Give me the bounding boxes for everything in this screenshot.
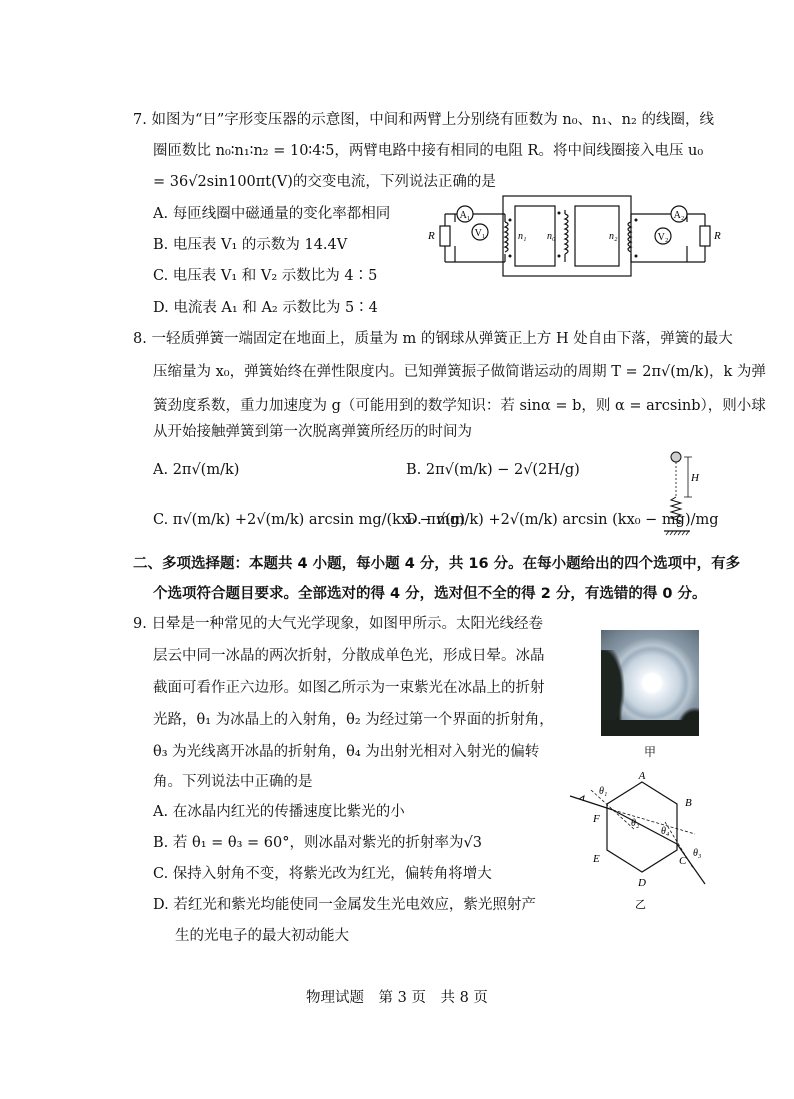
q7-line-2: 圈匝数比 n₀∶n₁∶n₂ = 10∶4∶5，两臂电路中接有相同的电阻 R。将中间线圈接入电压 u₀ — [153, 143, 704, 159]
q8-line-1: 8. 一轻质弹簧一端固定在地面上，质量为 m 的钢球从弹簧正上方 H 处自由下落，弹簧的最大 — [133, 331, 733, 347]
q8-option-b: B. 2π√(m/k) − 2√(2H/g) — [406, 462, 580, 478]
ammeter-a1-label: A₁ — [459, 210, 471, 221]
voltmeter-v2-label: V₂ — [657, 232, 669, 243]
page-footer: 物理试题 第 3 页 共 8 页 — [306, 990, 488, 1006]
coil-n0-label: n₀ — [547, 231, 556, 242]
coil-n1-label: n₁ — [518, 231, 527, 242]
q9-line-4: 光路，θ₁ 为冰晶上的入射角，θ₂ 为经过第一个界面的折射角， — [153, 712, 554, 728]
q9-line-1: 9. 日晕是一种常见的大气光学现象，如图甲所示。太阳光线经卷 — [133, 616, 543, 632]
section-2-line-1: 二、多项选择题：本题共 4 小题，每小题 4 分，共 16 分。在每小题给出的四个选项中，有多 — [133, 556, 741, 572]
q7-option-a: A. 每匝线圈中磁通量的变化率都相同 — [153, 206, 391, 222]
q8-line-4: 从开始接触弹簧到第一次脱离弹簧所经历的时间为 — [153, 424, 472, 440]
q9-line-2: 层云中同一冰晶的两次折射，分散成单色光，形成日晕。冰晶 — [153, 648, 545, 664]
q9-line-6: 角。下列说法中正确的是 — [153, 774, 313, 790]
resistor-right-label: R — [714, 230, 721, 242]
q9-line-5: θ₃ 为光线离开冰晶的折射角，θ₄ 为出射光相对入射光的偏转 — [153, 744, 540, 760]
ice-crystal-diagram — [565, 772, 715, 912]
figure-jia-caption: 甲 — [644, 745, 657, 759]
transformer-diagram — [425, 192, 725, 280]
q8-line-3: 簧劲度系数，重力加速度为 g（可能用到的数学知识：若 sinα = b，则 α = arcsinb），则小球 — [153, 398, 766, 414]
q7-line-3: = 36√2sin100πt(V)的交变电流，下列说法正确的是 — [153, 174, 496, 190]
q9-option-c: C. 保持入射角不变，将紫光改为红光，偏转角将增大 — [153, 866, 492, 882]
q8-option-d: D. π√(m/k) +2√(m/k) arcsin (kx₀ − mg)/mg — [406, 512, 719, 528]
hex-vertex-b: B — [685, 797, 692, 809]
theta-3-label: θ₃ — [693, 848, 702, 859]
voltmeter-v1-label: V₁ — [474, 228, 486, 239]
section-2-line-2: 个选项符合题目要求。全部选对的得 4 分，选对但不全的得 2 分，有选错的得 0 分。 — [153, 586, 707, 602]
hex-vertex-e: E — [593, 853, 600, 865]
hex-vertex-f: F — [593, 813, 600, 825]
q9-line-3: 截面可看作正六边形。如图乙所示为一束紫光在冰晶上的折射 — [153, 680, 545, 696]
theta-4-label: θ₄ — [661, 826, 670, 837]
q9-option-a: A. 在冰晶内红光的传播速度比紫光的小 — [153, 804, 405, 820]
q8-option-a: A. 2π√(m/k) — [153, 462, 240, 478]
hex-vertex-d: D — [638, 877, 646, 889]
resistor-left-label: R — [428, 230, 435, 242]
coil-n2-label: n₂ — [609, 231, 618, 242]
theta-1-label: θ₁ — [599, 786, 608, 797]
q9-option-d-cont: 生的光电子的最大初动能大 — [175, 928, 349, 944]
q7-line-1: 7. 如图为“日”字形变压器的示意图，中间和两臂上分别绕有匝数为 n₀、n₁、n₂ 的线圈，线 — [133, 112, 714, 128]
q7-option-d: D. 电流表 A₁ 和 A₂ 示数比为 5∶4 — [153, 300, 378, 316]
q7-option-c: C. 电压表 V₁ 和 V₂ 示数比为 4∶5 — [153, 268, 378, 284]
theta-2-label: θ₂ — [631, 818, 640, 829]
hex-vertex-c: C — [679, 855, 687, 867]
q8-line-2: 压缩量为 x₀，弹簧始终在弹性限度内。已知弹簧振子做简谐运动的周期 T = 2π√(m/k)，k 为弹 — [153, 364, 766, 380]
q7-option-b: B. 电压表 V₁ 的示数为 14.4V — [153, 237, 348, 253]
spring-ball-diagram — [658, 447, 708, 537]
q8-option-c: C. π√(m/k) +2√(m/k) arcsin mg/(kx₀ − mg) — [153, 512, 465, 528]
figure-yi-caption: 乙 — [635, 899, 646, 911]
sun-halo-photo — [601, 630, 699, 736]
height-h-label: H — [691, 472, 699, 484]
ammeter-a2-label: A₂ — [673, 210, 685, 221]
hex-vertex-a: A — [638, 772, 646, 782]
q9-option-b: B. 若 θ₁ = θ₃ = 60°，则冰晶对紫光的折射率为√3 — [153, 835, 482, 851]
q9-option-d: D. 若红光和紫光均能使同一金属发生光电效应，紫光照射产 — [153, 897, 536, 913]
